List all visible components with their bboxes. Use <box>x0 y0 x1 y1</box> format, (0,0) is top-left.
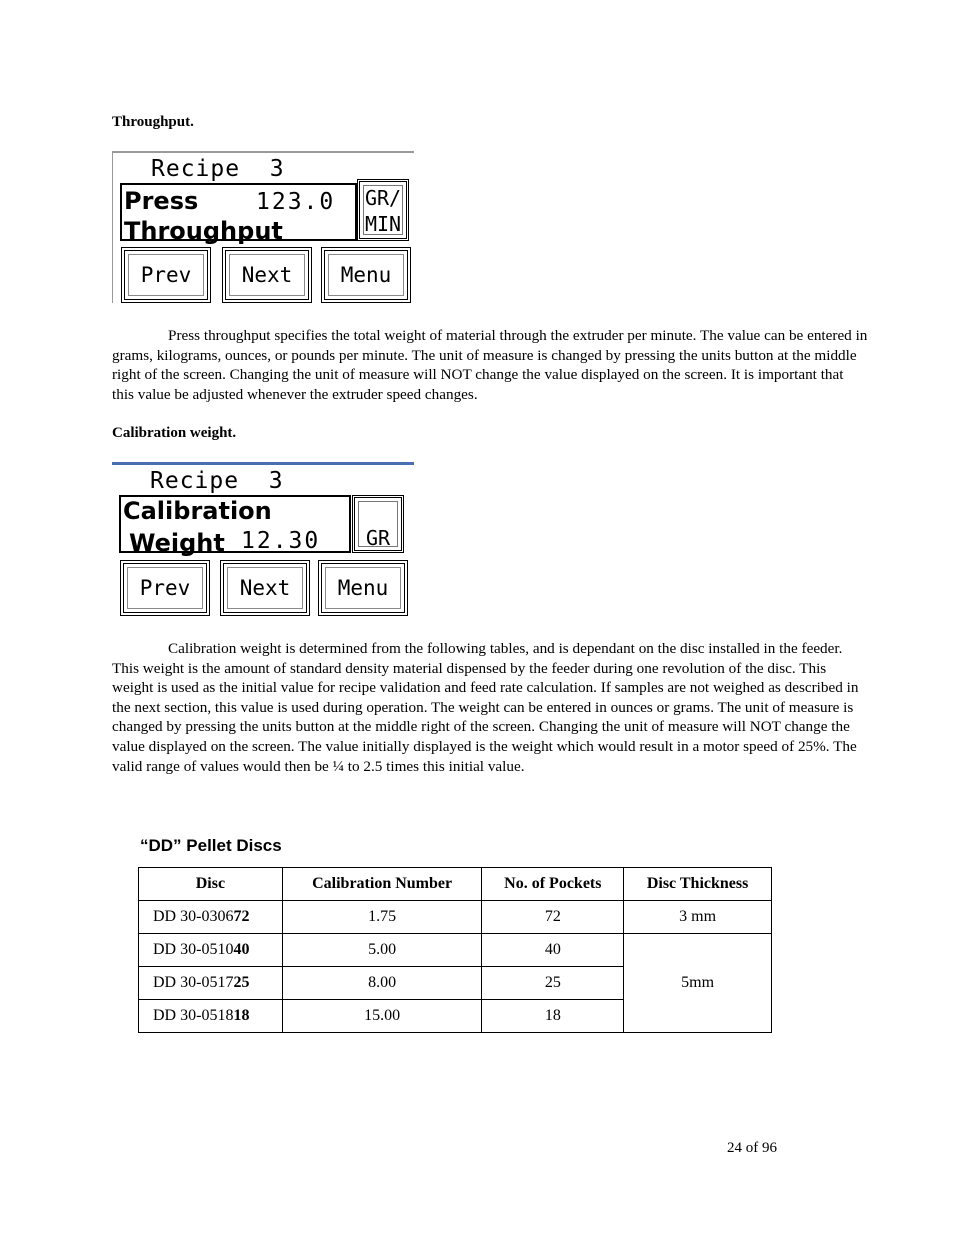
thickness-cell: 5mm <box>624 934 772 1033</box>
menu-button[interactable] <box>318 560 408 616</box>
throughput-paragraph-text: Press throughput specifies the total weight of material through the extruder per minute. The value can be entered in grams, kilograms, ounces, or pounds per minute. The unit of measure is changed by pressing the units button at the middle right of the screen. Changing the unit of measure will NOT change the value displayed on the screen. It is important that this value be adjusted whenever the extruder speed changes. <box>112 327 868 403</box>
disc-prefix: DD 30-0518 <box>153 1007 234 1024</box>
col-header-disc: Disc <box>139 868 283 901</box>
prev-button[interactable] <box>121 247 211 303</box>
unit-line1: GR/ <box>364 186 402 210</box>
disc-cell <box>139 901 283 934</box>
calibration-cell: 5.00 <box>282 934 482 967</box>
throughput-field[interactable] <box>120 183 357 245</box>
menu-label: Menu <box>340 263 392 287</box>
throughput-screen <box>112 151 414 303</box>
calibration-field[interactable] <box>119 495 351 557</box>
table-row <box>139 901 772 934</box>
calibration-paragraph <box>112 639 868 776</box>
pockets-cell: 72 <box>482 901 624 934</box>
throughput-value: 123.0 <box>256 189 336 215</box>
calibration-screen <box>112 462 414 614</box>
col-header-thickness: Disc Thickness <box>624 868 772 901</box>
calibration-cell: 15.00 <box>282 1000 482 1033</box>
disc-prefix: DD 30-0510 <box>153 941 234 958</box>
pellet-discs-table <box>138 867 772 1033</box>
throughput-heading: Throughput. <box>112 114 194 130</box>
menu-label: Menu <box>337 576 389 600</box>
col-header-calibration: Calibration Number <box>282 868 482 901</box>
next-label: Next <box>241 263 293 287</box>
calibration-cell: 1.75 <box>282 901 482 934</box>
table-title: “DD” Pellet Discs <box>140 836 282 855</box>
calibration-paragraph-text: Calibration weight is determined from the following tables, and is dependant on the disc installed in the feeder. This weight is the amount of standard density material dispensed by the feeder during one revolution of the disc. This weight is used as the initial value for recipe validation and feed rate calculation. If samples are not weighed as described in the next section, this value is used during operation. The weight can be entered in ounces or grams. The unit of measure is changed by pressing the units button at the middle right of the screen. Changing the unit of measure will NOT change the value displayed on the screen. The value initially displayed is the weight which would result in a motor speed of 25%. The valid range of values would then be ¼ to 2.5 times this initial value. <box>112 640 859 775</box>
disc-cell <box>139 934 283 967</box>
col-header-pockets: No. of Pockets <box>482 868 624 901</box>
throughput-paragraph <box>112 326 868 404</box>
field-label-line1: Press <box>124 187 199 215</box>
recipe-label: Recipe 3 <box>150 468 284 494</box>
table-row <box>139 934 772 967</box>
units-button[interactable] <box>352 495 404 553</box>
pockets-cell: 18 <box>482 1000 624 1033</box>
prev-label: Prev <box>139 576 191 600</box>
pockets-cell: 40 <box>482 934 624 967</box>
disc-suffix: 72 <box>233 908 250 925</box>
page-number: 24 of 96 <box>727 1140 777 1156</box>
table-header-row <box>139 868 772 901</box>
prev-label: Prev <box>140 263 192 287</box>
disc-cell <box>139 1000 283 1033</box>
disc-suffix: 18 <box>233 1007 250 1024</box>
calibration-heading: Calibration weight. <box>112 425 237 441</box>
disc-cell <box>139 967 283 1000</box>
disc-suffix: 25 <box>233 974 250 991</box>
next-button[interactable] <box>222 247 312 303</box>
unit-line2: MIN <box>364 212 402 236</box>
calibration-cell: 8.00 <box>282 967 482 1000</box>
recipe-label: Recipe 3 <box>151 156 285 182</box>
unit-label: GR <box>365 526 391 550</box>
field-label-line1: Calibration <box>123 497 272 525</box>
disc-suffix: 40 <box>233 941 250 958</box>
calibration-value: 12.30 <box>241 528 321 554</box>
thickness-cell: 3 mm <box>624 901 772 934</box>
next-button[interactable] <box>220 560 310 616</box>
field-label-line2: Throughput <box>124 217 283 245</box>
pockets-cell: 25 <box>482 967 624 1000</box>
disc-prefix: DD 30-0517 <box>153 974 234 991</box>
prev-button[interactable] <box>120 560 210 616</box>
field-label-line2: Weight <box>129 529 225 557</box>
units-button[interactable] <box>357 179 409 241</box>
next-label: Next <box>239 576 291 600</box>
menu-button[interactable] <box>321 247 411 303</box>
disc-prefix: DD 30-0306 <box>153 908 234 925</box>
